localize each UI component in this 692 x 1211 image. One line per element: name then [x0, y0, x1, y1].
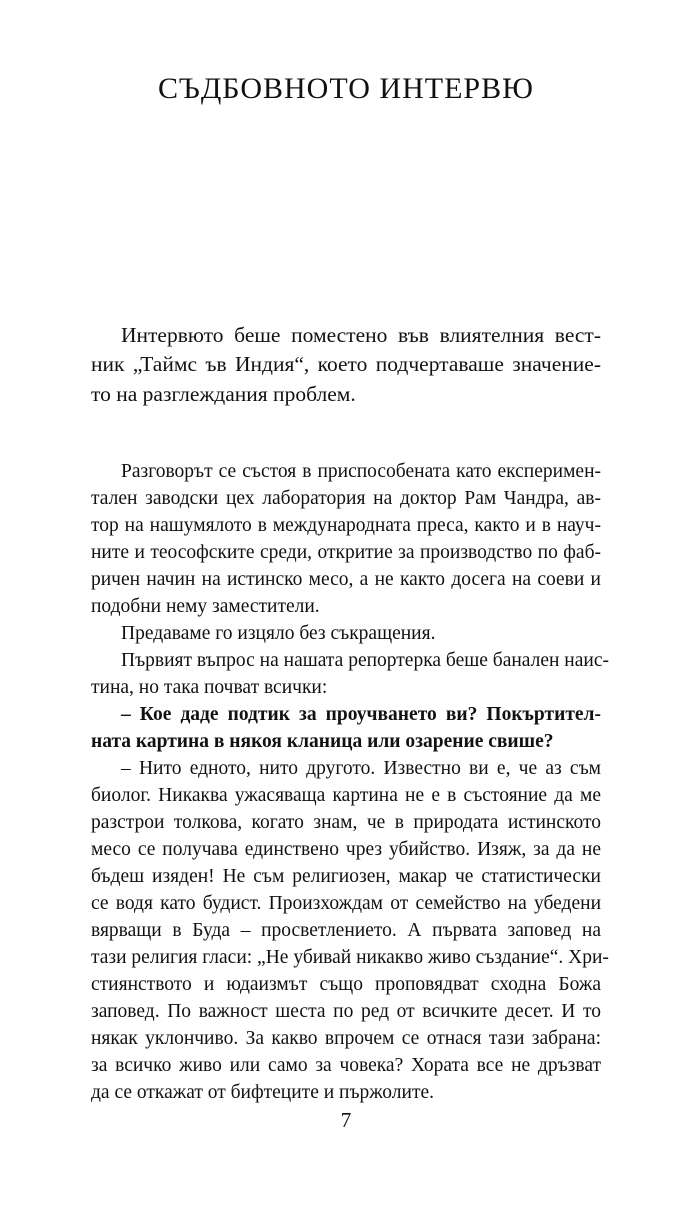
text-line: някак уклончиво. За какво впрочем се отнася тази забрана: [91, 1028, 601, 1049]
text-line: ричен начин на истинско месо, а не както досега на соеви и [91, 569, 601, 590]
text-line: Интервюто беше поместено във влиятелния вест- [121, 323, 601, 347]
text-line: стиянството и юдаизмът също проповядват сходна Божа [91, 974, 601, 995]
text-line: ник „Таймс ъв Индия“, което подчертаваше значение- [91, 352, 601, 376]
chapter-title: СЪДБОВНОТО ИНТЕРВЮ [158, 72, 534, 105]
text-line: тор на нашумялото в международната преса, както и в науч- [91, 515, 601, 536]
question-line: – Кое даде подтик за проучването ви? Покъртител- [121, 704, 601, 725]
text-line: тази религия гласи: „Не убивай никакво живо създание“. Хри- [91, 947, 609, 968]
text-line: – Нито едното, нито другото. Известно ви е, че аз съм [121, 758, 601, 779]
text-line: бъдеш изяден! Не съм религиозен, макар че статистически [91, 866, 601, 887]
text-line: то на разглеждания проблем. [91, 382, 356, 406]
text-line: Разговорът се състоя в приспособената като експеримен- [121, 461, 601, 482]
text-line: вярващи в Буда – просветлението. А първата заповед на [91, 920, 601, 941]
text-line: заповед. По важност шеста по ред от всичките десет. И то [91, 1001, 601, 1022]
page-number: 7 [340, 1108, 352, 1132]
text-line: биолог. Никаква ужасяваща картина не е в състояние да ме [91, 785, 601, 806]
text-line: тина, но така почват всички: [91, 677, 328, 698]
text-line: тален заводски цех лаборатория на доктор Рам Чандра, ав- [91, 488, 601, 509]
text-line: се водя като будист. Произхождам от семейство на убедени [91, 893, 601, 914]
text-line: за всичко живо или само за човека? Хората все не дръзват [91, 1055, 601, 1076]
text-line: подобни нему заместители. [91, 596, 320, 617]
text-line: разстрои толкова, когато знам, че в природата истинското [91, 812, 601, 833]
question-line: ната картина в някоя кланица или озарение свише? [91, 731, 554, 752]
text-line: да се откажат от бифтеците и пържолите. [91, 1082, 435, 1103]
text-line: ните и теософските среди, откритие за производство по фаб- [91, 542, 601, 563]
text-line: месо се получава единствено чрез убийство. Изяж, за да не [91, 839, 601, 860]
text-line: Първият въпрос на нашата репортерка беше банален наис- [121, 650, 609, 671]
text-line: Предаваме го изцяло без съкращения. [121, 623, 436, 644]
